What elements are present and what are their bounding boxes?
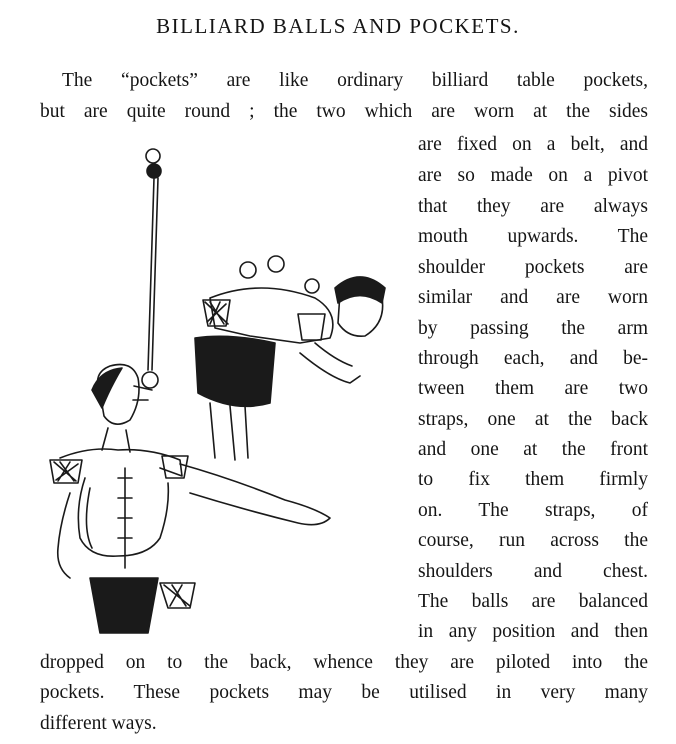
text-line: dropped on to the back, whence they are piloted into the (40, 652, 648, 673)
text-line: similar and are worn (418, 287, 648, 308)
text-line: but are quite round ; the two which are worn at the sides (40, 101, 648, 122)
text-line: mouth upwards. The (418, 226, 648, 247)
text-line: by passing the arm (418, 318, 648, 339)
text-line: through each, and be- (418, 348, 648, 369)
text-line: and one at the front (418, 439, 648, 460)
text-line: to fix them firmly (418, 469, 648, 490)
text-line: The balls are balanced (418, 591, 648, 612)
text-line: shoulder pockets are (418, 257, 648, 278)
text-line: straps, one at the back (418, 409, 648, 430)
page-title: BILLIARD BALLS AND POCKETS. (156, 14, 520, 38)
text-line: The “pockets” are like ordinary billiard table pockets, (62, 70, 648, 91)
text-line: in any position and then (418, 621, 648, 642)
text-line: pockets. These pockets may be utilised in very many (40, 682, 648, 703)
juggler-illustration (30, 138, 400, 643)
text-line: on. The straps, of (418, 500, 648, 521)
text-line: tween them are two (418, 378, 648, 399)
text-line: are fixed on a belt, and (418, 134, 648, 155)
main-figure (50, 365, 330, 634)
balancing-rod (142, 149, 161, 388)
text-line: course, run across the (418, 530, 648, 551)
bending-figure (195, 256, 385, 460)
text-line: that they are always (418, 196, 648, 217)
text-line: different ways. (40, 713, 157, 734)
text-line: shoulders and chest. (418, 561, 648, 582)
text-line: are so made on a pivot (418, 165, 648, 186)
